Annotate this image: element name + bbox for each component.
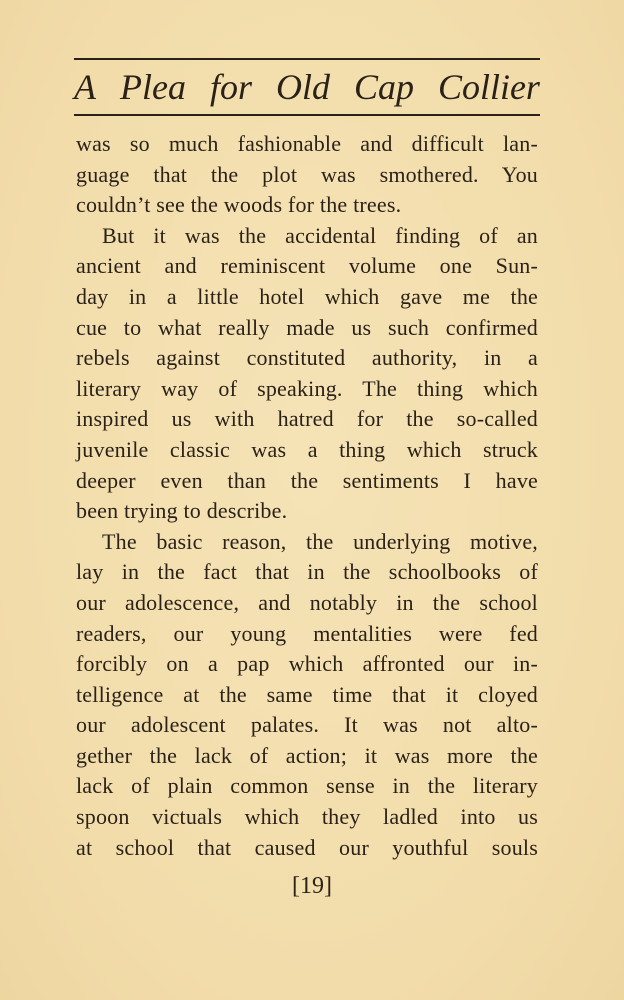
text-line: The basic reason, the underlying motive, [102, 528, 538, 554]
running-head-word: Old [275, 67, 330, 107]
text-line: telligence at the same time that it cloyed [76, 681, 538, 707]
text-line: forcibly on a pap which affronted our in- [76, 651, 538, 677]
header-rule-bottom [74, 114, 540, 116]
text-line: But it was the accidental finding of an [102, 222, 538, 248]
text-line: ancient and reminiscent volume one Sun- [76, 253, 538, 279]
text-line: lay in the fact that in the schoolbooks of [76, 559, 538, 585]
text-line: our adolescent palates. It was not alto- [76, 712, 538, 738]
text-line: readers, our young mentalities were fed [76, 620, 538, 646]
running-head-word: A [74, 67, 96, 107]
text-line: our adolescence, and notably in the school [76, 589, 538, 615]
text-line: day in a little hotel which gave me the [76, 283, 538, 309]
running-head-word: for [209, 67, 252, 107]
text-line: couldn’t see the woods for the trees. [76, 192, 402, 218]
text-line: deeper even than the sentiments I have [76, 467, 538, 493]
header-rule-top [74, 58, 540, 60]
text-line: literary way of speaking. The thing which [76, 375, 538, 401]
running-head-word: Plea [119, 67, 186, 107]
text-line: rebels against constituted authority, in a [76, 345, 538, 371]
running-head-word: Collier [437, 67, 540, 107]
text-line: been trying to describe. [76, 498, 288, 524]
running-head [74, 62, 540, 112]
text-line: juvenile classic was a thing which struck [76, 436, 538, 462]
text-line: at school that caused our youthful souls [76, 834, 538, 860]
text-line: lack of plain common sense in the literary [76, 773, 538, 799]
page-number: [19] [292, 873, 332, 899]
text-line: inspired us with hatred for the so-called [76, 406, 538, 432]
text-line: spoon victuals which they ladled into us [76, 804, 538, 830]
text-line: was so much fashionable and difficult lan- [76, 131, 538, 156]
text-line: cue to what really made us such confirmed [76, 314, 538, 340]
text-line: guage that the plot was smothered. You [76, 161, 538, 187]
body-text [76, 129, 538, 863]
text-line: gether the lack of action; it was more the [76, 742, 538, 768]
running-head-word: Cap [353, 67, 414, 107]
